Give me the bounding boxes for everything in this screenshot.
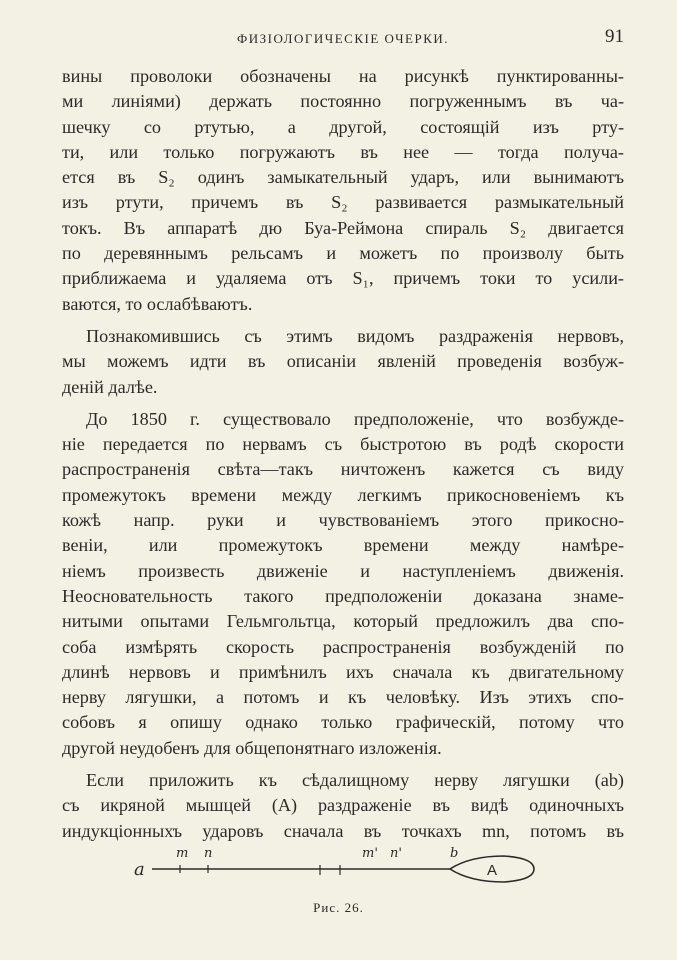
text-line: изъ ртути, причемъ въ S₂ развивается размыкательный	[62, 192, 624, 213]
label-A: A	[487, 862, 498, 879]
text-line: мы можемъ идти въ описаніи явленій проведенія возбуж-	[62, 351, 624, 372]
text-line: кожѣ напр. руки и чувствованіемъ этого прикосно-	[62, 510, 624, 531]
text-line: шечку со ртутью, а другой, состоящій изъ рту-	[62, 116, 624, 137]
text-line: ніемъ произвесть движеніе и наступленіемъ движенія.	[62, 560, 624, 581]
nerve-muscle-figure	[132, 838, 612, 888]
text-line: ми линіями) держать постоянно погруженнымъ въ ча-	[62, 91, 624, 112]
label-b: b	[450, 846, 459, 861]
text-line: другой неудобенъ для общепонятнаго изложенія.	[62, 737, 442, 758]
nerve-diagram	[132, 838, 612, 888]
text-line: распространенія свѣта—такъ ничтоженъ кажется съ виду	[62, 459, 624, 480]
text-line: промежутокъ времени между легкимъ прикосновеніемъ къ	[62, 484, 624, 505]
label-m-prime: m'	[362, 846, 378, 861]
label-n-prime: n'	[390, 846, 402, 861]
label-n: n	[204, 846, 213, 861]
text-line: нитыми опытами Гельмгольтца, который предложилъ два спо-	[62, 611, 624, 632]
text-line: длинѣ нервовъ и примѣнилъ ихъ сначала къ двигательному	[62, 661, 624, 682]
text-line: собовъ я опишу однако только графическій, потому что	[62, 712, 624, 733]
running-title: ФИЗІОЛОГИЧЕСКІЕ ОЧЕРКИ.	[236, 31, 450, 46]
text-line: деній далѣе.	[62, 376, 158, 397]
figure-caption: Рис. 26.	[313, 900, 364, 915]
paragraph	[62, 768, 624, 844]
text-line: съ икряной мышцей (A) раздраженіе въ видѣ одиночныхъ	[62, 795, 624, 816]
text-line: ваются, то ослабѣваютъ.	[62, 293, 253, 314]
text-line: ніе передается по нервамъ съ быстротою въ родѣ скорости	[62, 434, 624, 455]
page-number: 91	[605, 26, 624, 47]
text-line: ется въ S₂ одинъ замыкательный ударъ, или вынимаютъ	[62, 167, 624, 188]
text-line: веніи, или промежутокъ времени между намѣре-	[62, 535, 624, 556]
text-line: Если приложить къ сѣдалищному нерву лягушки (ab)	[86, 770, 624, 791]
text-line: До 1850 г. существовало предположеніе, что возбужде-	[86, 408, 624, 429]
page-header	[62, 26, 624, 48]
text-line: Познакомившись съ этимъ видомъ раздраженія нервовъ,	[86, 325, 624, 346]
label-m: m	[176, 846, 189, 861]
text-line: вины проволоки обозначены на рисункѣ пунктированны-	[62, 66, 624, 86]
body-text	[62, 64, 624, 851]
text-line: по деревяннымъ рельсамъ и можетъ по произволу быть	[62, 243, 624, 264]
text-line: Неосновательность такого предположеніи доказана знаме-	[62, 585, 624, 606]
text-line: ти, или только погружаютъ въ нее — тогда получа-	[62, 141, 624, 162]
paragraph	[62, 407, 624, 761]
text-line: токъ. Въ аппаратѣ дю Буа-Реймона спираль S₂ двигается	[62, 217, 624, 238]
text-line: соба измѣрять скорость распространенія возбужденій по	[62, 636, 624, 657]
text-line: индукціонныхъ ударовъ сначала въ точкахъ mn, потомъ въ	[62, 820, 624, 841]
text-line: нерву лягушки, а потомъ и къ человѣку. Изъ этихъ спо-	[62, 687, 624, 708]
paragraph	[62, 324, 624, 400]
text-line: приближаема и удаляема отъ S₁, причемъ токи то усили-	[62, 268, 624, 289]
label-a: a	[134, 859, 145, 880]
paragraph	[62, 64, 624, 317]
